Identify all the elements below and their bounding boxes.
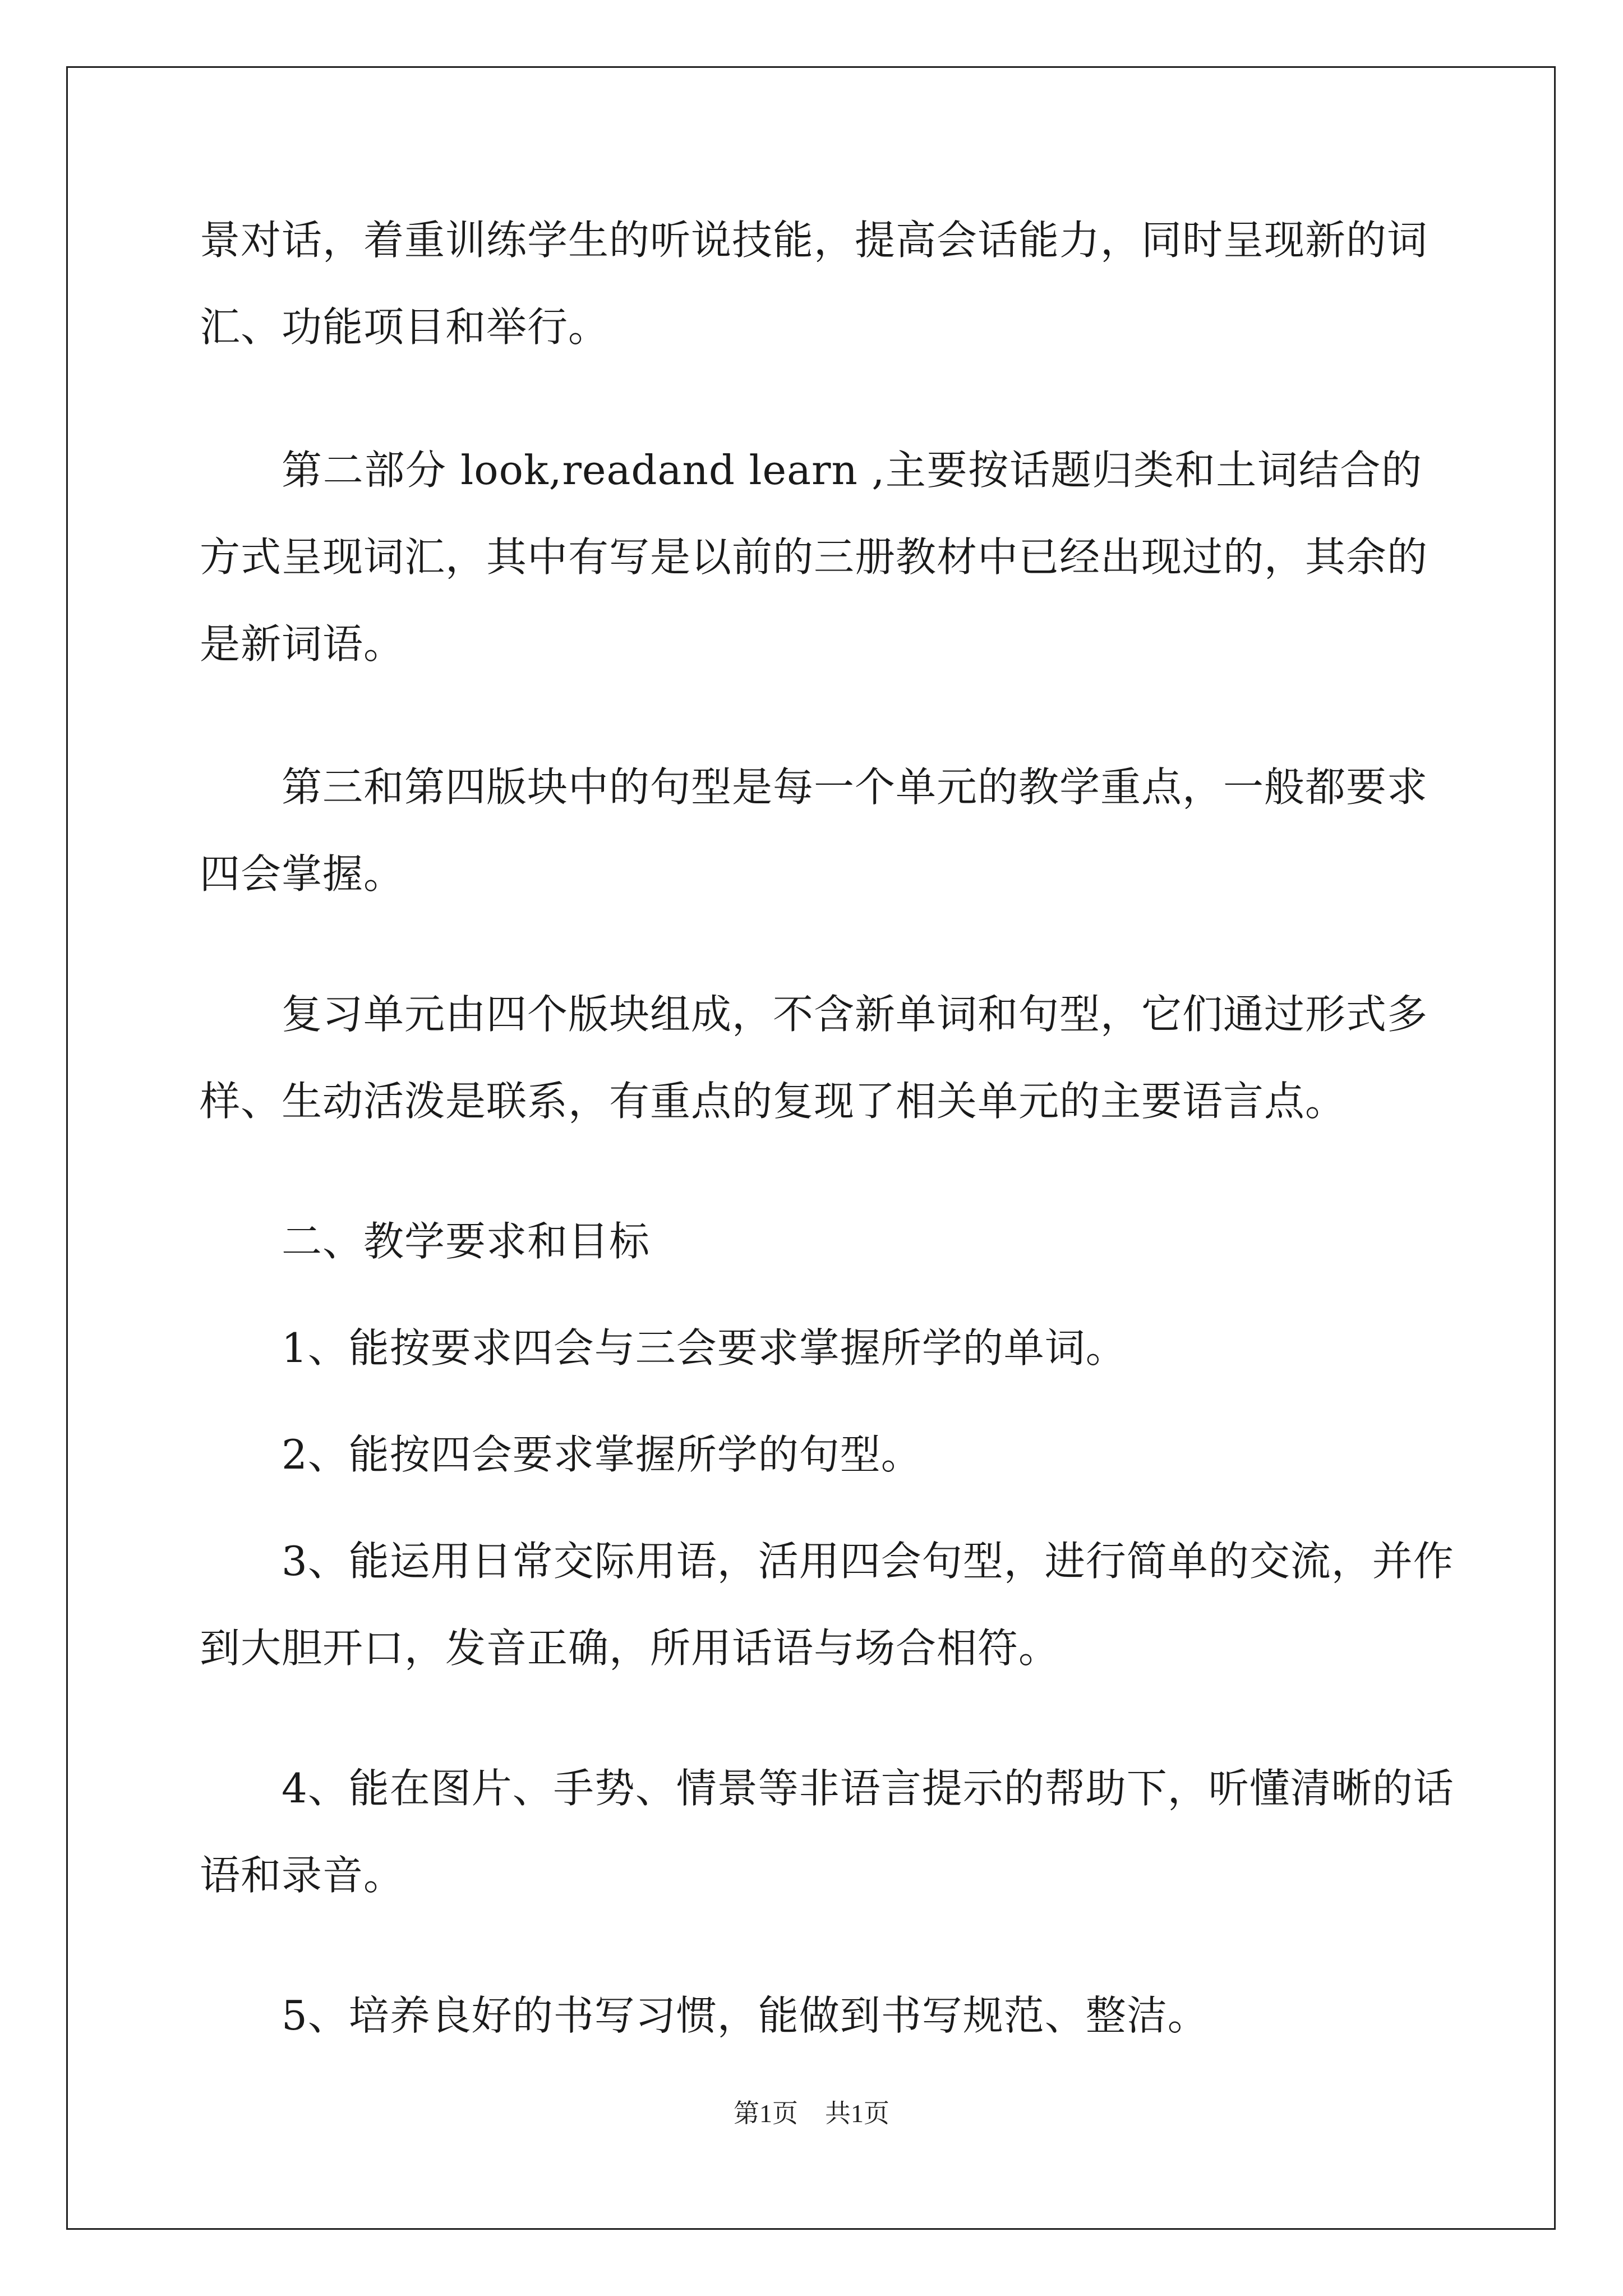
list-item: 5、培养良好的书写习惯，能做到书写规范、整洁。 [282, 1992, 1209, 2039]
page-border [66, 66, 1556, 2230]
list-item: 3、能运用日常交际用语，活用四会句型，进行简单的交流，并作 [282, 1538, 1454, 1585]
page-footer [0, 2097, 1623, 2131]
paragraph-line: 景对话，着重训练学生的听说技能，提高会话能力，同时呈现新的词 [200, 217, 1428, 264]
list-item: 1、能按要求四会与三会要求掌握所学的单词。 [282, 1324, 1127, 1372]
paragraph-line: 是新词语。 [200, 620, 405, 668]
page-number-current: 第1页 [734, 2099, 798, 2128]
list-item-continuation: 到大胆开口，发音正确，所用话语与场合相符。 [200, 1625, 1060, 1672]
paragraph-line: 样、生动活泼是联系，有重点的复现了相关单元的主要语言点。 [200, 1078, 1347, 1125]
list-item: 2、能按四会要求掌握所学的句型。 [282, 1431, 922, 1478]
paragraph-line: 方式呈现词汇，其中有写是以前的三册教材中已经出现过的，其余的 [200, 533, 1428, 581]
list-item: 4、能在图片、手势、情景等非语言提示的帮助下，听懂清晰的话 [282, 1765, 1454, 1812]
list-item-continuation: 语和录音。 [200, 1852, 405, 1899]
paragraph-line: 四会掌握。 [200, 850, 405, 898]
paragraph-line: 复习单元由四个版块组成，不含新单词和句型，它们通过形式多 [282, 991, 1428, 1038]
page-number-total: 共1页 [825, 2099, 889, 2128]
section-heading: 二、教学要求和目标 [282, 1218, 651, 1265]
paragraph-line: 第二部分 look,readand learn ,主要按话题归类和土词结合的 [282, 447, 1422, 494]
paragraph-line: 第三和第四版块中的句型是每一个单元的教学重点，一般都要求 [282, 763, 1428, 811]
paragraph-line: 汇、功能项目和举行。 [200, 303, 610, 351]
